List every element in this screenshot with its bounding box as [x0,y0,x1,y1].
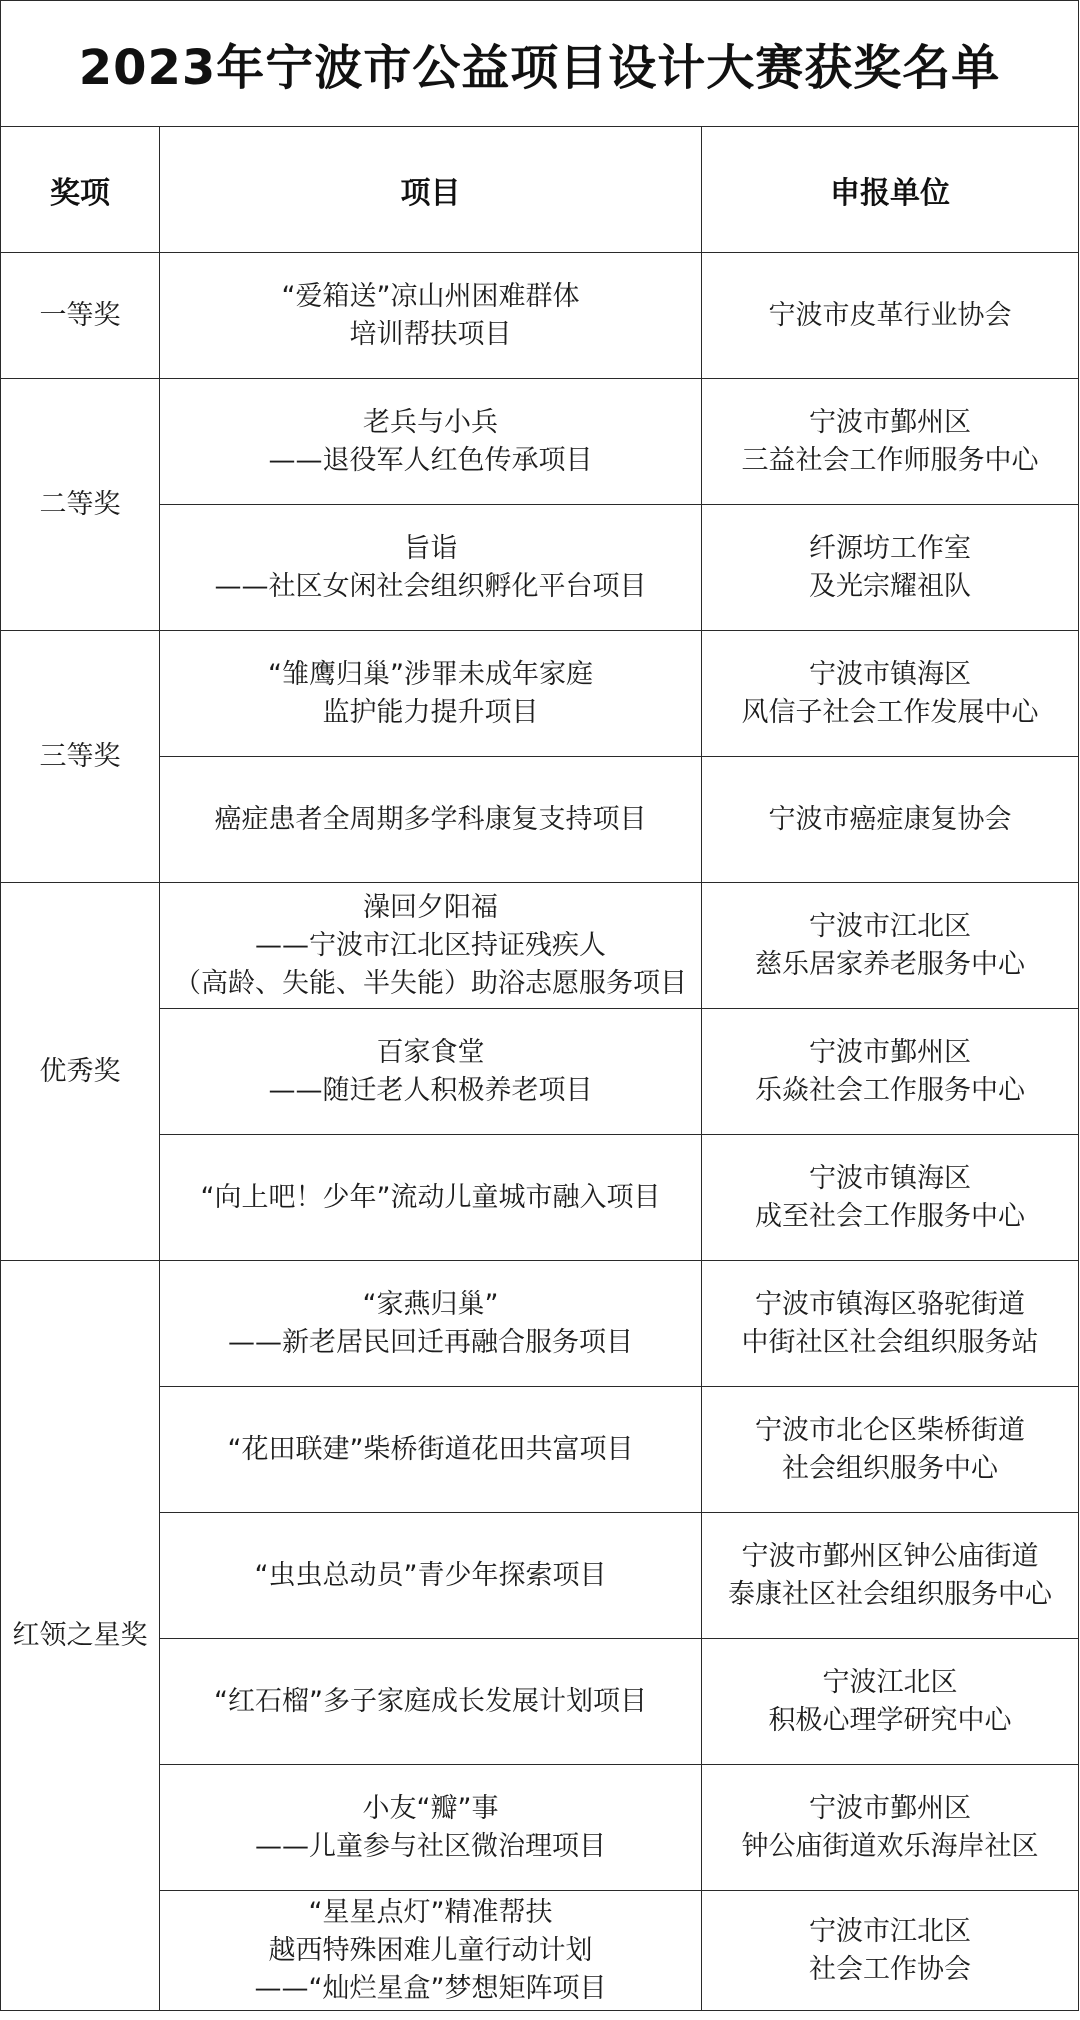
unit-cell [702,1387,1079,1513]
project-line: ——退役军人红色传承项目 [268,444,593,476]
unit-line: 宁波市鄞州区 [809,406,971,438]
project-line: ——新老居民回迁再融合服务项目 [228,1326,633,1358]
unit-cell [702,379,1079,505]
unit-line: 纤源坊工作室 [809,532,971,564]
table-row [1,1639,1079,1765]
table-row [1,505,1079,631]
project-cell [160,1765,702,1891]
project-cell [160,1009,702,1135]
project-cell [160,1135,702,1261]
table-row [1,379,1079,505]
project-line: 监护能力提升项目 [322,696,539,728]
unit-cell [702,1765,1079,1891]
unit-line: 钟公庙街道欢乐海岸社区 [741,1830,1039,1862]
project-line: ——社区女闲社会组织孵化平台项目 [214,570,647,602]
header-row [1,127,1079,253]
table-row [1,631,1079,757]
table-row [1,1135,1079,1261]
award-level-third: 三等奖 [1,631,160,883]
table-title: 2023年宁波市公益项目设计大赛获奖名单 [1,1,1079,127]
unit-line: 成至社会工作服务中心 [755,1200,1025,1232]
table-row [1,757,1079,883]
unit-line: 宁波市鄞州区钟公庙街道 [741,1540,1039,1572]
table-row [1,1891,1079,2011]
award-level-redscarf: 红领之星奖 [1,1261,160,2011]
unit-line: 宁波江北区 [822,1666,958,1698]
project-line: ——宁波市江北区持证残疾人 [255,929,606,961]
table-row [1,1261,1079,1387]
table-row [1,1765,1079,1891]
table-row [1,1387,1079,1513]
table-row [1,1009,1079,1135]
project-line: “虫虫总动员”青少年探索项目 [254,1559,607,1591]
project-cell [160,757,702,883]
unit-line: 泰康社区社会组织服务中心 [728,1578,1052,1610]
award-level-excellent: 优秀奖 [1,883,160,1261]
unit-line: 乐焱社会工作服务中心 [755,1074,1025,1106]
unit-cell [702,1639,1079,1765]
project-line: “星星点灯”精准帮扶 [308,1896,553,1928]
project-cell [160,1639,702,1765]
unit-line: 社会组织服务中心 [782,1452,998,1484]
table-row [1,253,1079,379]
header-unit: 申报单位 [702,127,1079,253]
project-cell [160,1261,702,1387]
unit-line: 风信子社会工作发展中心 [741,696,1039,728]
unit-cell [702,1513,1079,1639]
project-line: 越西特殊困难儿童行动计划 [268,1934,593,1966]
unit-line: 中街社区社会组织服务站 [741,1326,1039,1358]
project-line: 小友“瓣”事 [362,1792,499,1824]
table-row [1,1513,1079,1639]
unit-line: 宁波市鄞州区 [809,1792,971,1824]
project-line: 百家食堂 [376,1036,485,1068]
project-cell [160,379,702,505]
unit-line: 宁波市镇海区骆驼街道 [755,1288,1025,1320]
project-cell [160,505,702,631]
project-cell [160,1513,702,1639]
unit-line: 积极心理学研究中心 [768,1704,1012,1736]
unit-cell [702,1891,1079,2011]
unit-line: 宁波市江北区 [809,910,971,942]
unit-line: 宁波市镇海区 [809,1162,971,1194]
unit-line: 宁波市癌症康复协会 [768,803,1012,835]
project-line: 澡回夕阳福 [363,891,498,923]
unit-line: 宁波市北仑区柴桥街道 [755,1414,1025,1446]
header-project: 项目 [160,127,702,253]
unit-cell [702,253,1079,379]
award-level-first: 一等奖 [1,253,160,379]
project-cell [160,253,702,379]
project-line: “红石榴”多子家庭成长发展计划项目 [214,1685,647,1717]
unit-line: 宁波市江北区 [809,1915,971,1947]
unit-line: 宁波市镇海区 [809,658,971,690]
unit-line: 三益社会工作师服务中心 [741,444,1039,476]
unit-line: 宁波市皮革行业协会 [768,299,1012,331]
unit-cell [702,1009,1079,1135]
unit-cell [702,505,1079,631]
unit-cell [702,631,1079,757]
project-line: “雏鹰归巢”涉罪未成年家庭 [268,658,593,690]
award-level-second: 二等奖 [1,379,160,631]
unit-cell [702,1261,1079,1387]
table-row [1,883,1079,1009]
project-cell [160,631,702,757]
project-cell [160,883,702,1009]
unit-line: 慈乐居家养老服务中心 [755,948,1025,980]
project-line: 老兵与小兵 [363,406,498,438]
project-line: （高龄、失能、半失能）助浴志愿服务项目 [174,967,687,999]
unit-line: 社会工作协会 [809,1953,971,1985]
project-line: 旨诣 [403,532,458,564]
unit-line: 宁波市鄞州区 [809,1036,971,1068]
project-line: ——随迁老人积极养老项目 [268,1074,593,1106]
project-line: “花田联建”柴桥街道花田共富项目 [227,1433,634,1465]
unit-line: 及光宗耀祖队 [809,570,971,602]
project-line: ——“灿烂星盒”梦想矩阵项目 [254,1972,607,2004]
project-line: ——儿童参与社区微治理项目 [255,1830,606,1862]
project-cell [160,1891,702,2011]
project-line: 癌症患者全周期多学科康复支持项目 [214,803,647,835]
project-line: “爱箱送”凉山州困难群体 [281,280,580,312]
unit-cell [702,883,1079,1009]
project-line: “向上吧！少年”流动儿童城市融入项目 [200,1181,661,1213]
project-line: 培训帮扶项目 [349,318,512,350]
unit-cell [702,757,1079,883]
project-line: “家燕归巢” [362,1288,499,1320]
unit-cell [702,1135,1079,1261]
header-level: 奖项 [1,127,160,253]
title-row [1,1,1079,127]
project-cell [160,1387,702,1513]
